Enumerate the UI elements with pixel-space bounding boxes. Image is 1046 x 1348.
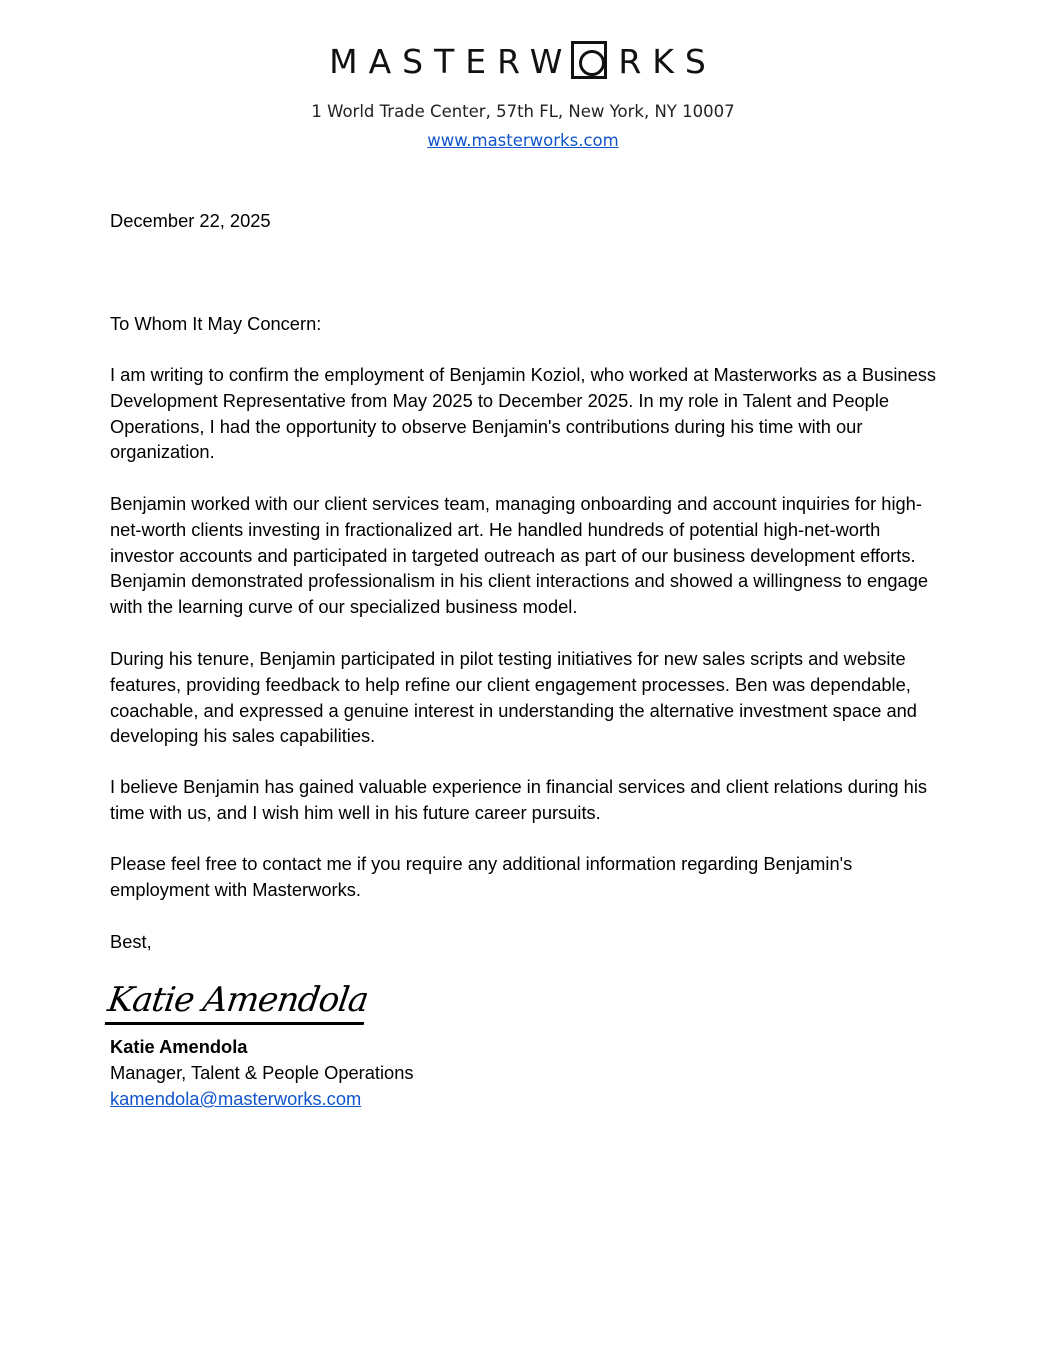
paragraph-2: Benjamin worked with our client services team, managing onboarding and account inquiries for high-net-worth clients investing in fractionalized art. He handled hundreds of potential high-net-worth investor accounts and participated in targeted outreach as part of our business development efforts. Benjamin demonstrated professionalism in his client interactions and showed a willingness to engage with the learning curve of our specialized business model. bbox=[110, 493, 929, 618]
salutation: To Whom It May Concern: bbox=[110, 313, 322, 334]
signer-name: Katie Amendola bbox=[110, 1036, 248, 1057]
website-link[interactable]: www.masterworks.com bbox=[427, 131, 619, 150]
letter-date: December 22, 2025 bbox=[110, 210, 271, 231]
signer-email-link[interactable]: kamendola@masterworks.com bbox=[110, 1088, 362, 1109]
signer-title: Manager, Talent & People Operations bbox=[110, 1062, 414, 1083]
closing: Best, bbox=[110, 931, 152, 952]
website-line bbox=[0, 131, 1046, 150]
logo-text-suffix: RKS bbox=[618, 42, 717, 81]
paragraph-5: Please feel free to contact me if you require any additional information regarding Benjamin's employment with Masterworks. bbox=[110, 853, 853, 900]
logo-text-prefix: MASTERW bbox=[329, 42, 574, 81]
masterworks-logo bbox=[0, 40, 1046, 84]
paragraph-4: I believe Benjamin has gained valuable experience in financial services and client relations during his time with us, and I wish him well in his future career pursuits. bbox=[110, 776, 928, 823]
signer-email-line bbox=[110, 1086, 361, 1112]
handwritten-signature: Katie Amendola bbox=[105, 978, 371, 1025]
paragraph-1: I am writing to confirm the employment of Benjamin Koziol, who worked at Masterworks as a Business Development Representative from May 2025 to December 2025. In my role in Talent and People Operations, I had the opportunity to observe Benjamin's contributions during his time with our organization. bbox=[110, 364, 937, 463]
company-address: 1 World Trade Center, 57th FL, New York, NY 10007 bbox=[311, 102, 735, 121]
paragraph-3: During his tenure, Benjamin participated in pilot testing initiatives for new sales scripts and website features, providing feedback to help refine our client engagement processes. Ben was dependable, coachable, and expressed a genuine interest in understanding the alternative investment space and developing his sales capabilities. bbox=[110, 648, 917, 747]
logo-box-o-icon bbox=[571, 41, 607, 79]
